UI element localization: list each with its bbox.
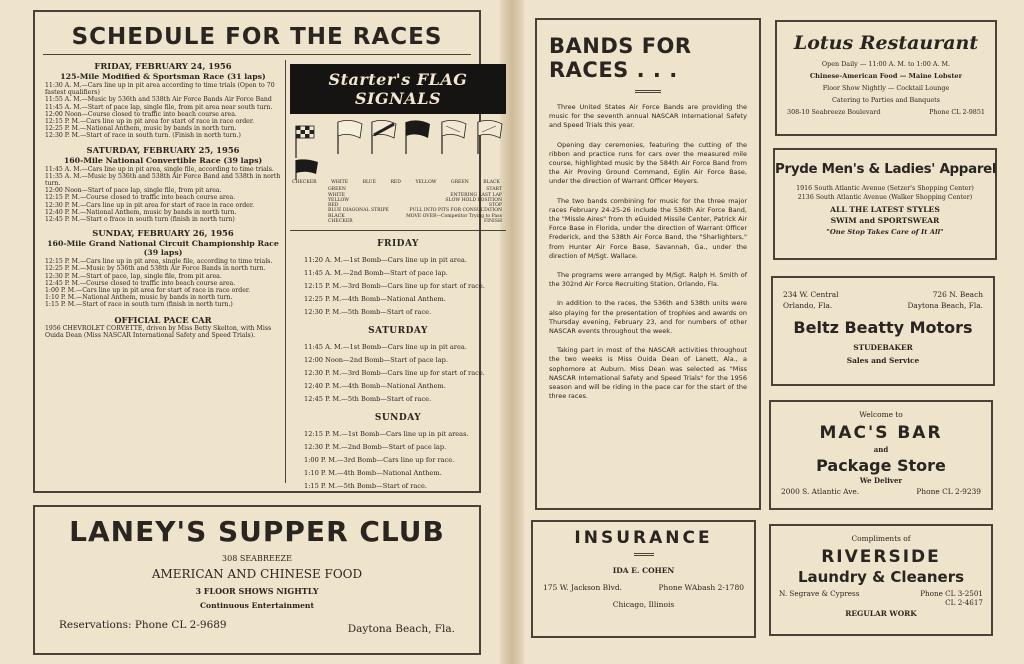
flag-name: BLACK bbox=[483, 180, 500, 185]
title-rule bbox=[43, 54, 471, 55]
insurance-row bbox=[533, 583, 754, 592]
bomb-line: 12:30 P. M.—3rd Bomb—Cars line up for start of race. bbox=[304, 368, 485, 377]
macs-row bbox=[771, 487, 991, 496]
legend-row bbox=[328, 219, 502, 224]
insurance-title: INSURANCE bbox=[574, 528, 713, 548]
laney-food: AMERICAN AND CHINESE FOOD bbox=[151, 567, 363, 581]
legend-flag: BLACK bbox=[328, 213, 345, 219]
macs-and: and bbox=[873, 445, 889, 454]
event-line: 12:00 Noon—Start of pace lap, single file, from pit area. bbox=[45, 187, 222, 195]
laney-entertainment: Continuous Entertainment bbox=[200, 601, 314, 610]
green-flag-icon bbox=[478, 120, 502, 154]
beltz-brand: STUDEBAKER bbox=[853, 343, 913, 352]
event-line: 12:15 P. M.—Cars line up in pit area, single file, according to time trials. bbox=[45, 258, 273, 266]
event-line: 1:15 P. M.—Start of race in south turn (finish in north turn.) bbox=[45, 301, 233, 309]
riverside-name: RIVERSIDE bbox=[821, 547, 941, 567]
pryde-line-1: ALL THE LATEST STYLES bbox=[830, 205, 940, 214]
flag-name: BLUE bbox=[362, 180, 376, 185]
black-flag-icon bbox=[296, 159, 318, 180]
flag-name: YELLOW bbox=[415, 180, 437, 185]
macs-ad bbox=[769, 400, 993, 510]
legend-meaning: STOP bbox=[488, 203, 502, 209]
lotus-name: Lotus Restaurant bbox=[793, 32, 979, 54]
legend-meaning: MOVE OVER—Competitor Trying to Pass bbox=[406, 213, 502, 219]
white-flag-icon bbox=[338, 120, 362, 154]
flag-name: RED bbox=[390, 180, 401, 185]
riverside-phone-1: Phone CL 3-2501 bbox=[920, 589, 983, 598]
lotus-catering: Catering to Parties and Banquets bbox=[832, 96, 940, 104]
blue-flag-icon bbox=[372, 120, 396, 154]
pryde-ad bbox=[773, 148, 997, 260]
riverside-ad bbox=[769, 524, 993, 636]
bomb-line: 12:30 P. M.—5th Bomb—Start of race. bbox=[304, 307, 432, 316]
macs-deliver: We Deliver bbox=[859, 476, 903, 485]
riverside-phone-2: CL 2-4617 bbox=[945, 598, 983, 607]
column-divider bbox=[285, 60, 286, 483]
insurance-city: Chicago, Illinois bbox=[612, 600, 675, 609]
flag-rule bbox=[290, 230, 506, 231]
macs-phone: Phone CL 2-9239 bbox=[916, 487, 981, 496]
bands-paragraph: The programs were arranged by M/Sgt. Ralph H. Smith of the 302nd Air Force Recruiting Station, Orlando, Fla. bbox=[549, 271, 747, 289]
event-line: 11:35 A. M.—Music by 536th and 538th Air Force Band and 538th in north turn. bbox=[45, 172, 281, 188]
checker-flag-icon bbox=[296, 126, 314, 158]
title-ornament bbox=[635, 90, 661, 93]
riverside-work: REGULAR WORK bbox=[845, 609, 917, 618]
macs-name: MAC'S BAR bbox=[819, 423, 943, 443]
insurance-address: 175 W. Jackson Blvd. bbox=[543, 583, 622, 592]
legend-flag: CHECKER bbox=[328, 219, 353, 225]
beltz-address-left: 234 W. Central bbox=[783, 290, 839, 299]
red-flag-icon bbox=[406, 120, 430, 154]
beltz-service: Sales and Service bbox=[846, 356, 920, 365]
legend-meaning: ENTERING LAST LAP bbox=[450, 192, 502, 198]
beltz-name: Beltz Beatty Motors bbox=[793, 318, 973, 337]
bomb-line: 1:10 P. M.—4th Bomb—National Anthem. bbox=[304, 468, 442, 477]
laney-city: Daytona Beach, Fla. bbox=[347, 623, 455, 635]
laney-ad bbox=[33, 505, 481, 655]
bomb-line: 12:40 P. M.—4th Bomb—National Anthem. bbox=[304, 381, 446, 390]
bomb-line: 12:00 Noon—2nd Bomb—Start of pace lap. bbox=[304, 356, 448, 365]
lotus-hours: Open Daily — 11:00 A. M. to 1:00 A. M. bbox=[821, 60, 951, 68]
event-line: 11:45 A. M.—Cars line up in pit area, single file, according to time trials. bbox=[45, 165, 274, 173]
day-date: FRIDAY, FEBRUARY 24, 1956 bbox=[94, 61, 232, 71]
lotus-phone: Phone CL 2-9851 bbox=[929, 108, 985, 116]
event-line: 11:30 A. M.—Cars line up in pit area according to time trials (Open to 70 fastest qualifiers) bbox=[45, 82, 275, 97]
flag-signals-banner: Starter's FLAG SIGNALS bbox=[290, 64, 506, 114]
bomb-line: 11:20 A. M.—1st Bomb—Cars line up in pit area. bbox=[304, 256, 467, 265]
legend-flag: YELLOW bbox=[328, 197, 349, 203]
day-sunday bbox=[45, 228, 281, 308]
pace-car-text: 1956 CHEVROLET CORVETTE, driven by Miss Betty Skelton, with Miss Ouida Dean (Miss NASCAR International Safety and Speed Trials). bbox=[45, 324, 272, 339]
beltz-address-right: 726 N. Beach bbox=[932, 290, 983, 299]
event-line: 12:25 P. M.—National Anthem, music by bands in north turn. bbox=[45, 125, 237, 133]
legend-flag: GREEN bbox=[328, 187, 346, 193]
event-line: 1:10 P. M.—National Anthem, music by bands in north turn. bbox=[45, 294, 233, 302]
bomb-friday bbox=[290, 239, 506, 318]
bands-title: BANDS FOR RACES . . . bbox=[549, 34, 692, 82]
bomb-line: 12:30 P. M.—2nd Bomb—Start of pace lap. bbox=[304, 443, 447, 452]
lotus-row bbox=[777, 108, 995, 116]
flag-illustration bbox=[290, 118, 506, 180]
insurance-name: IDA E. COHEN bbox=[612, 566, 675, 575]
bomb-sunday bbox=[290, 413, 506, 492]
schedule-title: SCHEDULE FOR THE RACES bbox=[71, 24, 443, 50]
legend-flag: RED bbox=[328, 203, 339, 209]
legend-meaning: SLOW HOLD POSITION bbox=[445, 197, 502, 203]
event-line: 12:45 P. M.—Start o frace in south turn (finish in north turn) bbox=[45, 216, 235, 224]
legend-meaning: START bbox=[486, 187, 502, 193]
bomb-saturday bbox=[290, 326, 506, 405]
pace-car-title: OFFICIAL PACE CAR bbox=[114, 314, 212, 325]
bomb-day-title: SUNDAY bbox=[374, 413, 422, 424]
laney-address: 308 SEABREEZE bbox=[222, 554, 292, 563]
race-name: 160-Mile National Convertible Race (39 laps) bbox=[63, 155, 263, 165]
bands-paragraph: In addition to the races, the 536th and 538th units were also playing for the presentation of trophies and awards on Thursday evening, February 23, and for numbers of other NASCAR events throughout the week. bbox=[549, 299, 747, 336]
bomb-line: 1:15 P. M.—5th Bomb—Start of race. bbox=[304, 481, 427, 490]
event-line: 11:45 A. M.—Start of pace lap, single file, from pit area near south turn. bbox=[45, 103, 273, 111]
pryde-address-1: 1916 South Atlantic Avenue (Setzer's Shopping Center) bbox=[796, 185, 974, 192]
day-date: SATURDAY, FEBRUARY 25, 1956 bbox=[86, 144, 240, 155]
bands-paragraph: Three United States Air Force Bands are providing the music for the seventh annual NASCAR International Safety and Speed Trials this year. bbox=[549, 103, 747, 130]
pryde-line-2: SWIM and SPORTSWEAR bbox=[830, 216, 940, 225]
event-line: 12:40 P. M.—National Anthem, music by bands in north turn. bbox=[45, 208, 237, 216]
flag-column bbox=[290, 64, 506, 492]
event-line: 12:45 P. M.—Course closed to traffic into beach course area. bbox=[45, 279, 236, 287]
beltz-address-row-2 bbox=[773, 301, 993, 310]
beltz-address-row-1 bbox=[773, 290, 993, 299]
riverside-compliments: Compliments of bbox=[851, 534, 911, 543]
laney-phone: Reservations: Phone CL 2-9689 bbox=[59, 619, 227, 631]
legend-meaning: PULL INTO PITS FOR CONSULTATION bbox=[409, 208, 502, 214]
beltz-city-right: Daytona Beach, Fla. bbox=[907, 301, 983, 310]
event-line: 1:00 P. M.—Cars line up in pit area for start of race in race order. bbox=[45, 287, 251, 295]
legend-flag: BLUE DIAGONAL STRIPE bbox=[328, 208, 389, 214]
beltz-city-left: Orlando, Fla. bbox=[783, 301, 833, 310]
laney-name: LANEY'S SUPPER CLUB bbox=[69, 515, 445, 548]
event-line: 12:15 P. M.—Cars line up in pit area for start of race in race order. bbox=[45, 118, 255, 126]
beltz-ad bbox=[771, 276, 995, 386]
event-line: 12:30 P. M.—Cars line up in pit area for start of race in race order. bbox=[45, 201, 255, 209]
bomb-day-title: FRIDAY bbox=[377, 239, 419, 250]
pryde-name: Pryde Men's & Ladies' Apparel bbox=[775, 162, 997, 177]
bomb-line: 12:15 P. M.—1st Bomb—Cars line up in pit areas. bbox=[304, 430, 469, 439]
bands-paragraph: Taking part in most of the NASCAR activities throughout the two weeks is Miss Ouida Dean of Lanett, Ala., a sophomore at Auburn. Miss Dean was selected as "Miss NASCAR International Safety and Speed Trials" for the 1956 season and will be riding in the pace car for the start of the three races. bbox=[549, 346, 747, 401]
yellow-flag-icon bbox=[442, 120, 466, 154]
event-line: 12:25 P. M.—Music by 536th and 538th Air Force Bands in north turn. bbox=[45, 265, 266, 273]
event-line: 12:00 Noon—Course closed to traffic into beach course area. bbox=[45, 110, 237, 118]
lotus-address: 308-10 Seabreeze Boulevard bbox=[787, 108, 881, 116]
lotus-show: Floor Show Nightly — Cocktail Lounge bbox=[822, 84, 950, 92]
schedule-column bbox=[45, 56, 281, 339]
bomb-line: 12:45 P. M.—5th Bomb—Start of race. bbox=[304, 394, 432, 403]
bands-article bbox=[535, 18, 761, 510]
day-saturday bbox=[45, 145, 281, 224]
flag-name: GREEN bbox=[450, 180, 469, 185]
macs-store: Package Store bbox=[816, 456, 946, 475]
day-friday bbox=[45, 61, 281, 140]
flag-legend bbox=[290, 185, 506, 224]
race-name: 125-Mile Modified & Sportsman Race (31 laps) bbox=[60, 72, 266, 81]
laney-shows: 3 FLOOR SHOWS NIGHTLY bbox=[195, 586, 319, 596]
bands-body bbox=[549, 103, 747, 401]
riverside-address: N. Segrave & Cypress bbox=[779, 589, 860, 598]
lotus-food: Chinese-American Food — Maine Lobster bbox=[809, 72, 963, 80]
riverside-sub: Laundry & Cleaners bbox=[797, 568, 965, 586]
event-line: 12:30 P. M.—Start of pace, lap, single file, from pit area. bbox=[45, 272, 222, 280]
legend-flag: WHITE bbox=[328, 192, 345, 198]
title-ornament bbox=[634, 553, 654, 556]
flag-name: WHITE bbox=[331, 180, 349, 185]
insurance-ad bbox=[531, 520, 756, 638]
insurance-phone: Phone WAbash 2-1780 bbox=[658, 583, 744, 592]
race-name: 160-Mile Grand National Circuit Championship Race (39 laps) bbox=[47, 239, 279, 258]
lotus-ad bbox=[775, 20, 997, 136]
event-line: 11:55 A. M.—Music by 536th and 538th Air Force Bands Air Force Band bbox=[45, 96, 272, 104]
pryde-address-2: 2136 South Atlantic Avenue (Walker Shopping Center) bbox=[797, 194, 973, 201]
bomb-line: 1:00 P. M.—3rd Bomb—Cars line up for race. bbox=[304, 455, 455, 464]
bomb-line: 12:25 P. M.—4th Bomb—National Anthem. bbox=[304, 294, 446, 303]
pryde-slogan: "One Stop Takes Care of It All" bbox=[826, 228, 944, 236]
bands-paragraph: The two bands combining for music for the three major races February 24-25-26 include the 536th Air Force Band, the "Missle Aires" from th eGuided Missile Center, Patrick Air Force Base in Florida, under the direction of Warrant Officer Frederick, and the 538th Air Force Band, the "Sharlighters," from Hunter Air Force Base, Savannah, Ga., under the direction of M/Sgt. Wallace. bbox=[549, 196, 747, 260]
legend-meaning: FINISH bbox=[484, 219, 502, 225]
bomb-line: 11:45 A. M.—1st Bomb—Cars line up in pit area. bbox=[304, 343, 467, 352]
event-line: 12:15 P. M.—Course closed to traffic into beach course area. bbox=[45, 194, 236, 202]
flag-name: CHECKER bbox=[292, 180, 317, 185]
day-date: SUNDAY, FEBRUARY 26, 1956 bbox=[92, 228, 234, 239]
bomb-line: 11:45 A. M.—2nd Bomb—Start of pace lap. bbox=[304, 269, 448, 278]
bands-paragraph: Opening day ceremonies, featuring the cutting of the ribbon and practice runs for cars over the measured mile course, highlighted music by the 584th Air Force Band from the Air Proving Ground Command, Eglin Air Force Base, under the direction of Warrant Officer Meyers. bbox=[549, 140, 747, 186]
bomb-day-title: SATURDAY bbox=[368, 326, 428, 337]
macs-welcome: Welcome to bbox=[859, 410, 903, 419]
event-line: 12:30 P. M.—Start of race in south turn. (Finish in north turn.) bbox=[45, 132, 241, 140]
macs-address: 2000 S. Atlantic Ave. bbox=[781, 487, 860, 496]
riverside-row bbox=[771, 589, 991, 598]
bomb-line: 12:15 P. M.—3rd Bomb—Cars line up for start of race. bbox=[304, 281, 485, 290]
schedule-box bbox=[33, 10, 502, 493]
